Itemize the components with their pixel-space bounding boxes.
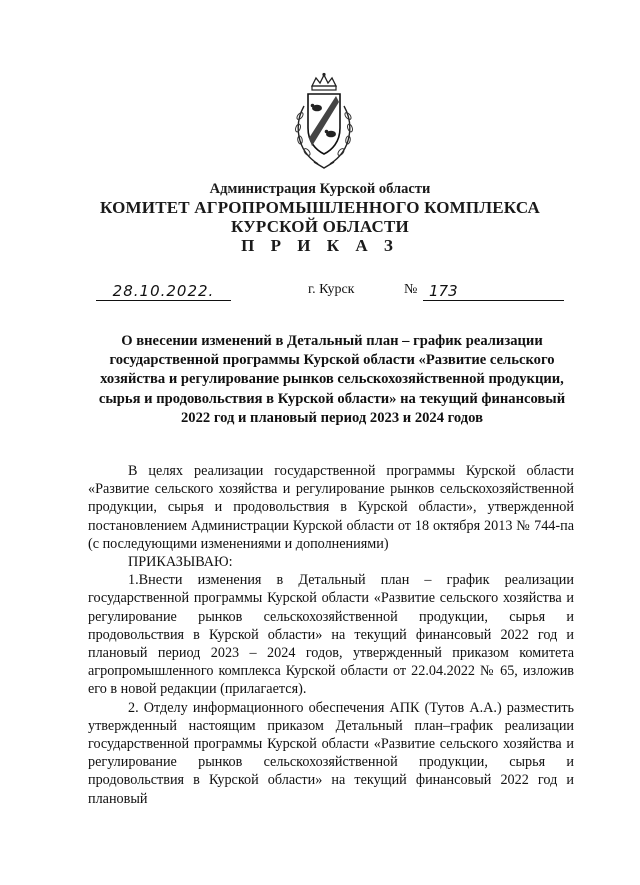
order-city: г. Курск — [308, 282, 355, 297]
paragraph-item-2: 2. Отделу информационного обеспечения АПК (Тутов А.А.) разместить утвержденный настоящим приказом Детальный план–график реализации государственной программы Курской области «Развитие сельского хозяйства и регулирование рынков сельскохозяйственной продукции, сырья и продовольствия в Курской области» на текущий финансовый 2022 год и плановый — [88, 699, 574, 807]
paragraph-item-1: 1.Внести изменения в Детальный план – график реализации государственной программы Курской области «Развитие сельского хозяйства и регулирование рынков сельскохозяйственной продукции, сырья и продовольствия в Курской области» на текущий финансовый 2022 год и плановый период 2023 – 2024 годов, утвержденный приказом комитета агропромышленного комплекса Курской области от 22.04.2022 № 65, изложив его в новой редакции (прилагается). — [88, 572, 574, 698]
document-body — [88, 462, 574, 808]
paragraph-preamble: В целях реализации государственной программы Курской области «Развитие сельского хозяйства и регулирование рынков сельскохозяйственной продукции, сырья и продовольствия в Курской области», утвержденной постановлением Администрации Курской области от 18 октября 2013 № 744-па (с последующими изменениями и дополнениями) — [88, 463, 574, 552]
order-number-label: № — [404, 282, 418, 297]
order-number: 173 — [423, 282, 564, 301]
document-title: О внесении изменений в Детальный план – график реализации государственной программы Курской области «Развитие сельского хозяйства и регулирование рынков сельскохозяйственной продукции, сырья и продовольствия в Курской области» на текущий финансовый 2022 год и плановый период 2023 и 2024 годов — [98, 333, 566, 426]
header-order: П Р И К А З — [241, 236, 399, 255]
order-date: 28.10.2022. — [96, 282, 231, 301]
order-keyword: ПРИКАЗЫВАЮ: — [128, 554, 233, 571]
header-administration: Администрация Курской области — [209, 181, 431, 197]
coat-of-arms-icon — [290, 72, 358, 172]
header-committee: КОМИТЕТ АГРОПРОМЫШЛЕННОГО КОМПЛЕКСА — [100, 198, 540, 217]
header-region: КУРСКОЙ ОБЛАСТИ — [231, 217, 409, 236]
